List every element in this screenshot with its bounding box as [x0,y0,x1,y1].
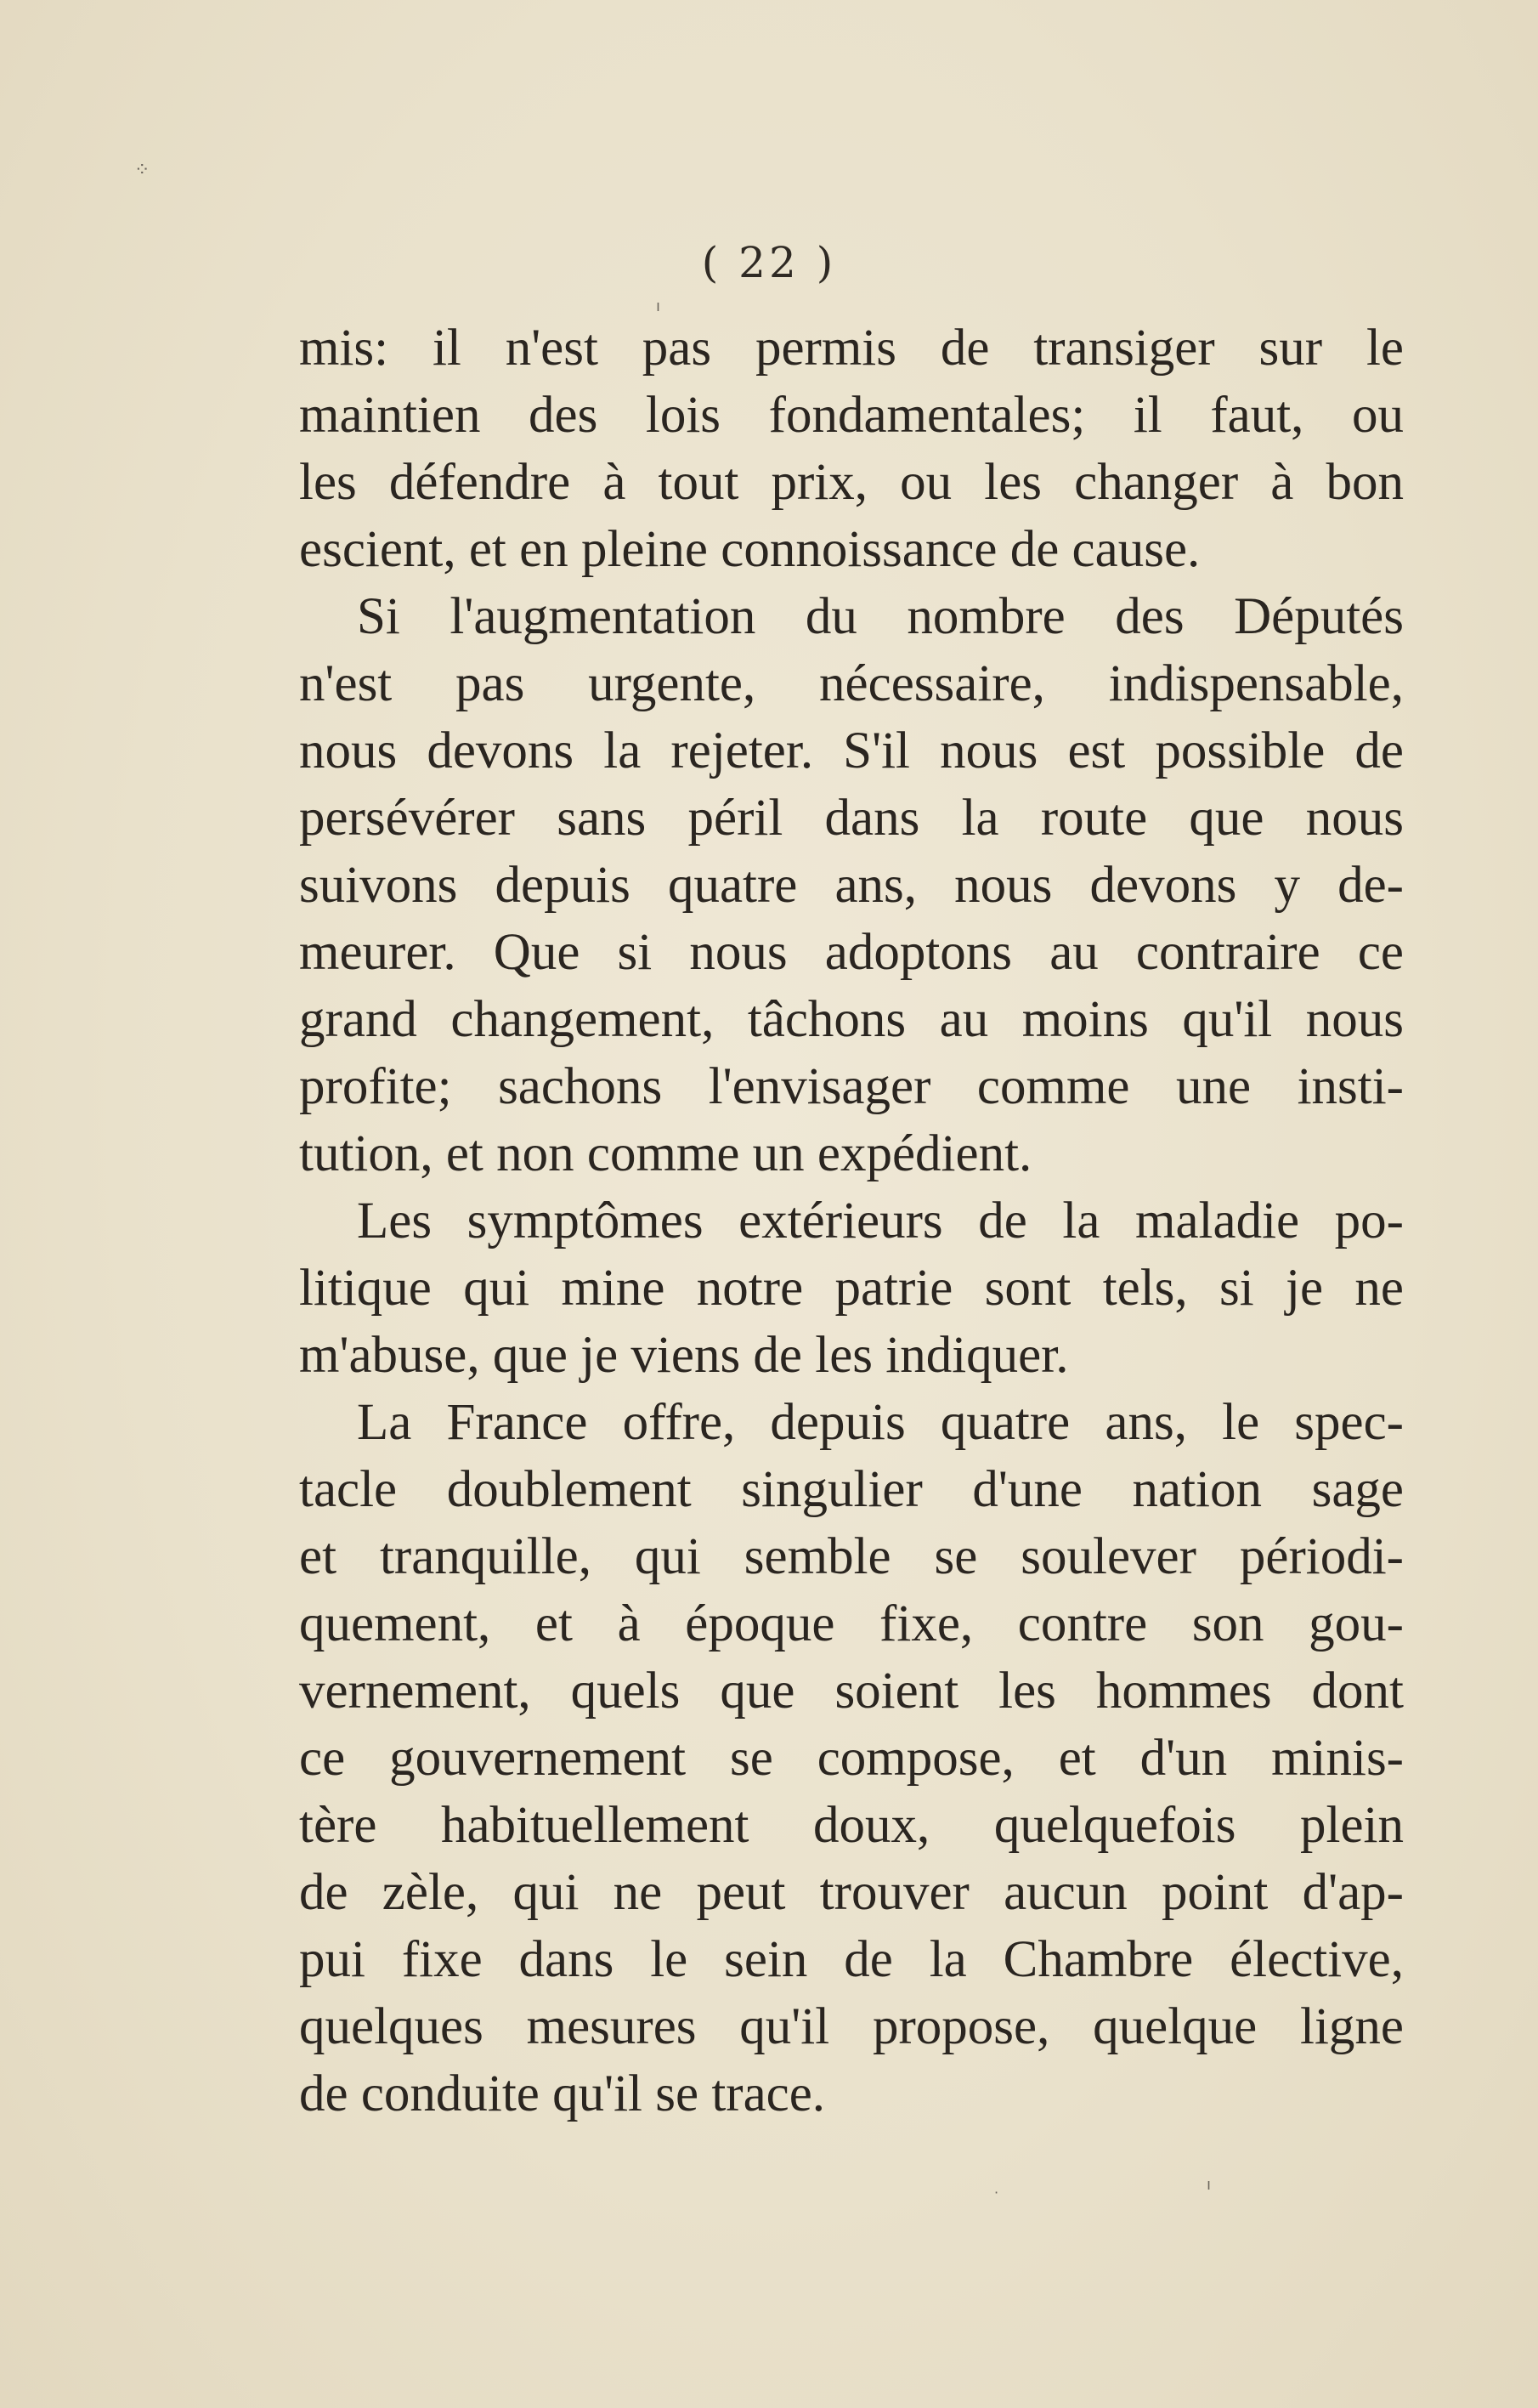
text-line: m'abuse, que je viens de les indiquer. [299,1327,1069,1384]
ink-speck-mark: ı [1207,2176,1212,2194]
text-line: ce gouvernement se compose, et d'un minis- [299,1730,1404,1787]
text-line: tution, et non comme un expédient. [299,1125,1032,1182]
text-line: et tranquille, qui semble se soulever périodi- [299,1528,1404,1585]
ink-speck-mark: ⁘ [134,160,150,181]
text-line: de zèle, qui ne peut trouver aucun point d'ap- [299,1864,1404,1921]
ink-speck-mark: ı [656,297,661,315]
text-line: Les symptômes extérieurs de la maladie po- [357,1193,1404,1249]
text-line: nous devons la rejeter. S'il nous est possible de [299,722,1404,779]
text-line: mis: il n'est pas permis de transiger sur le [299,320,1404,377]
text-line: vernement, quels que soient les hommes dont [299,1663,1404,1720]
text-line: La France offre, depuis quatre ans, le spec- [357,1394,1404,1451]
text-line: Si l'augmentation du nombre des Députés [357,588,1404,645]
text-line: profite; sachons l'envisager comme une insti- [299,1058,1404,1115]
text-line: grand changement, tâchons au moins qu'il nous [299,991,1404,1048]
text-line: quelques mesures qu'il propose, quelque ligne [299,1998,1404,2055]
text-line: tacle doublement singulier d'une nation sage [299,1461,1404,1518]
text-line: quement, et à époque fixe, contre son gou- [299,1595,1404,1652]
page-number: ( 22 ) [701,238,837,287]
text-line: les défendre à tout prix, ou les changer à bon [299,454,1404,511]
text-line: tère habituellement doux, quelquefois plein [299,1797,1404,1854]
text-line: escient, et en pleine connoissance de cause. [299,521,1201,578]
text-line: litique qui mine notre patrie sont tels, si je ne [299,1260,1404,1317]
text-line: maintien des lois fondamentales; il faut, ou [299,387,1404,444]
text-line: meurer. Que si nous adoptons au contraire ce [299,924,1404,981]
text-line: persévérer sans péril dans la route que nous [299,790,1404,847]
text-line: pui fixe dans le sein de la Chambre élective, [299,1931,1404,1988]
text-line: de conduite qu'il se trace. [299,2065,826,2122]
body-text [299,314,1404,2128]
text-line: n'est pas urgente, nécessaire, indispensable, [299,655,1404,712]
ink-speck-mark: · [994,2184,999,2201]
text-line: suivons depuis quatre ans, nous devons y de- [299,857,1404,914]
